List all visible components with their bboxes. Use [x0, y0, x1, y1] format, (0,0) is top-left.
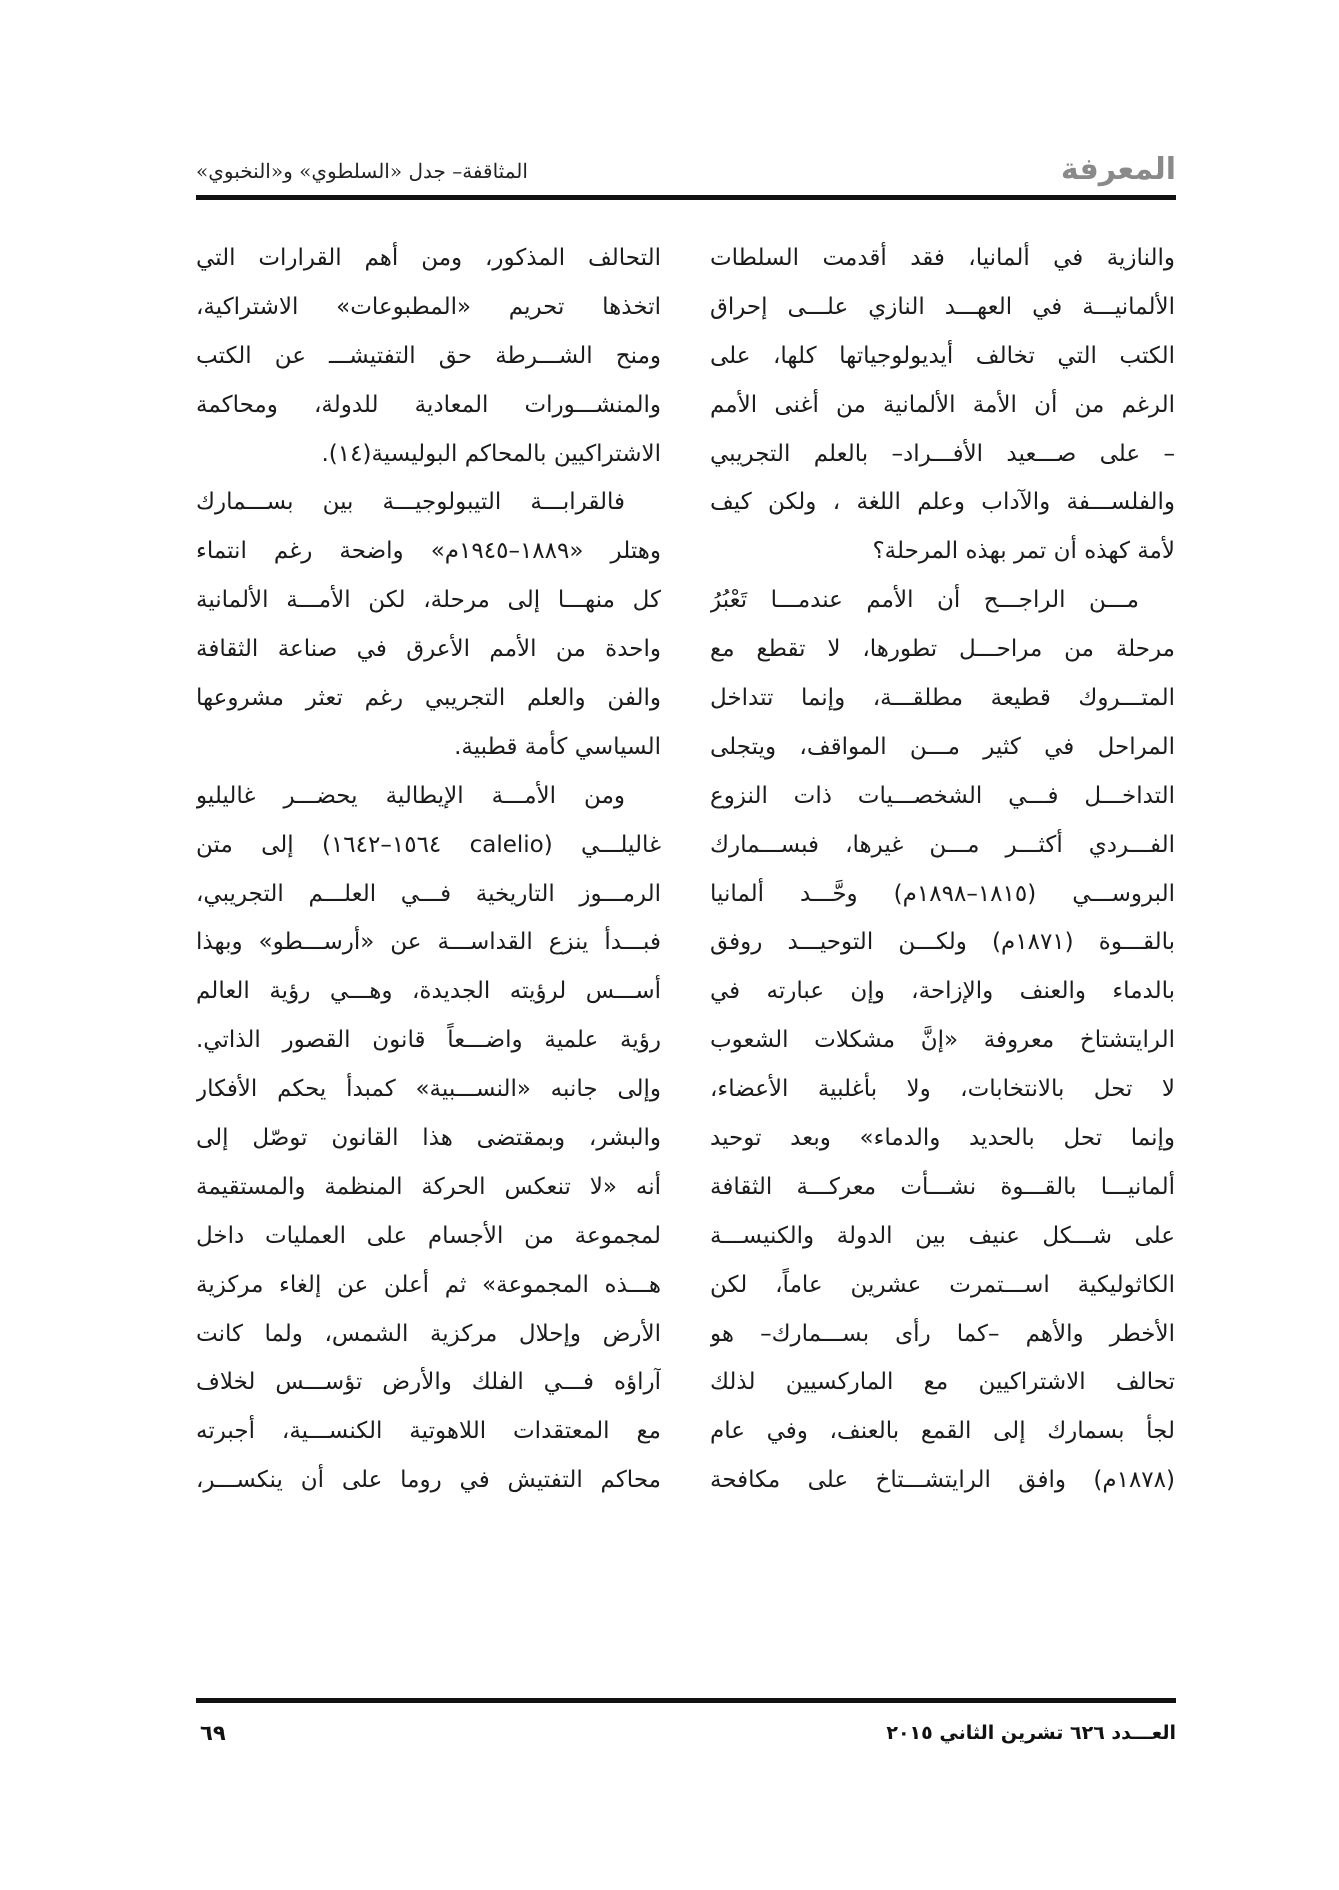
- text-line: ومن الأمـــة الإيطالية يحضـــر غاليليو: [196, 782, 625, 809]
- text-column-right: [710, 234, 1175, 1684]
- text-line: لا تحل بالانتخابات، ولا بأغلبية الأعضاء،: [710, 1076, 1175, 1103]
- text-line: رؤية علمية واضـــعاً قانون القصور الذاتي.: [196, 1027, 661, 1054]
- text-line: هـــذه المجموعة» ثم أعلن عن إلغاء مركزية: [196, 1271, 661, 1298]
- text-line: فالقرابـــة التيبولوجيـــة بين بســـمارك: [196, 489, 625, 516]
- text-line: والفلســـفة والآداب وعلم اللغة ، ولكن كيف: [710, 489, 1175, 516]
- running-title: المثاقفة– جدل «السلطوي» و«النخبوي»: [196, 159, 528, 183]
- text-line: الاشتراكيين بالمحاكم البوليسية(١٤).: [321, 440, 661, 467]
- text-line: السياسي كأمة قطبية.: [454, 733, 661, 760]
- header-divider: [196, 195, 1176, 200]
- text-line: المتـــروك قطيعة مطلقـــة، وإنما تتداخل: [710, 685, 1175, 712]
- text-line: وإلى جانبه «النســـبية» كمبدأ يحكم الأفكار: [196, 1076, 661, 1103]
- text-line: الرمـــوز التاريخية فـــي العلـــم التجريبي،: [196, 880, 661, 907]
- page-header: [196, 150, 1176, 194]
- text-line: لمجموعة من الأجسام على العمليات داخل: [196, 1222, 661, 1249]
- text-line: البروســـي (١٨١٥–١٨٩٨م) وحَّـــد ألمانيا: [710, 880, 1175, 907]
- text-line: أســـس لرؤيته الجديدة، وهـــي رؤية العالم: [196, 978, 661, 1005]
- text-line: فبـــدأ ينزع القداســـة عن «أرســـطو» وبهذا: [196, 929, 661, 956]
- text-line: الأخطر والأهم –كما رأى بســـمارك– هو: [710, 1320, 1175, 1347]
- text-line: وإنما تحل بالحديد والدماء» وبعد توحيد: [710, 1125, 1175, 1152]
- page-footer: [196, 1716, 1176, 1752]
- text-line: ومنح الشـــرطة حق التفتيشـــ عن الكتب: [196, 342, 661, 369]
- text-line: غاليلـــي (calelio ١٥٦٤–١٦٤٢) إلى متن: [196, 831, 661, 858]
- journal-logo: المعرفة: [1060, 152, 1176, 187]
- text-line: اتخذها تحريم «المطبوعات» الاشتراكية،: [196, 293, 661, 320]
- text-line: والبشر، وبمقتضى هذا القانون توصّل إلى: [196, 1125, 661, 1152]
- text-line: الكاثوليكية اســـتمرت عشرين عاماً، لكن: [710, 1271, 1175, 1298]
- text-line: والفن والعلم التجريبي رغم تعثر مشروعها: [196, 685, 661, 712]
- text-line: كل منهـــا إلى مرحلة، لكن الأمـــة الألمانية: [196, 587, 661, 614]
- footer-divider: [196, 1698, 1176, 1703]
- text-line: المراحل في كثير مـــن المواقف، ويتجلى: [710, 733, 1175, 760]
- text-line: الكتب التي تخالف أيديولوجياتها كلها، على: [710, 342, 1175, 369]
- text-line: تحالف الاشتراكيين مع الماركسيين لذلك: [710, 1369, 1175, 1396]
- text-line: بالدماء والعنف والإزاحة، وإن عبارته في: [710, 978, 1175, 1005]
- text-line: الفـــردي أكثـــر مـــن غيرها، فبســـمارك: [710, 831, 1175, 858]
- page-number: ٦٩: [200, 1721, 226, 1745]
- text-line: التحالف المذكور، ومن أهم القرارات التي: [196, 245, 661, 271]
- text-line: الرايتشتاخ معروفة «إنَّ مشكلات الشعوب: [710, 1027, 1175, 1054]
- text-line: الأرض وإحلال مركزية الشمس، ولما كانت: [196, 1320, 661, 1347]
- text-line: (١٨٧٨م) وافق الرايتشـــتاخ على مكافحة: [710, 1467, 1175, 1494]
- text-line: مع المعتقدات اللاهوتية الكنســـية، أجبرته: [196, 1418, 661, 1445]
- text-line: وهتلر «١٨٨٩–١٩٤٥م» واضحة رغم انتماء: [196, 538, 661, 565]
- text-line: واحدة من الأمم الأعرق في صناعة الثقافة: [196, 636, 661, 663]
- text-line: الرغم من أن الأمة الألمانية من أغنى الأمم: [710, 391, 1175, 418]
- text-line: ألمانيـــا بالقـــوة نشـــأت معركـــة الثقافة: [710, 1173, 1175, 1200]
- text-line: والنازية في ألمانيا، فقد أقدمت السلطات: [710, 245, 1175, 271]
- text-line: – على صـــعيد الأفـــراد– بالعلم التجريبي: [710, 440, 1175, 467]
- text-line: مـــن الراجـــح أن الأمم عندمـــا تَعْبُرُ: [710, 587, 1139, 614]
- text-line: لجأ بسمارك إلى القمع بالعنف، وفي عام: [710, 1418, 1175, 1445]
- text-line: الألمانيـــة في العهـــد النازي علـــى إحراق: [710, 293, 1175, 320]
- text-line: التداخـــل فـــي الشخصـــيات ذات النزوع: [710, 782, 1175, 809]
- text-line: آراؤه فـــي الفلك والأرض تؤســـس لخلاف: [196, 1369, 661, 1396]
- text-line: والمنشـــورات المعادية للدولة، ومحاكمة: [196, 391, 661, 418]
- text-line: أنه «لا تنعكس الحركة المنظمة والمستقيمة: [196, 1173, 661, 1200]
- text-column-left: [196, 234, 661, 1684]
- text-line: لأمة كهذه أن تمر بهذه المرحلة؟: [872, 538, 1175, 565]
- text-line: على شـــكل عنيف بين الدولة والكنيســـة: [710, 1222, 1175, 1249]
- text-line: بالقـــوة (١٨٧١م) ولكـــن التوحيـــد روفق: [710, 929, 1175, 956]
- text-line: مرحلة من مراحـــل تطورها، لا تقطع مع: [710, 636, 1175, 663]
- text-line: محاكم التفتيش في روما على أن ينكســـر،: [196, 1467, 661, 1494]
- issue-info: العـــدد ٦٢٦ تشرين الثاني ٢٠١٥: [886, 1722, 1176, 1744]
